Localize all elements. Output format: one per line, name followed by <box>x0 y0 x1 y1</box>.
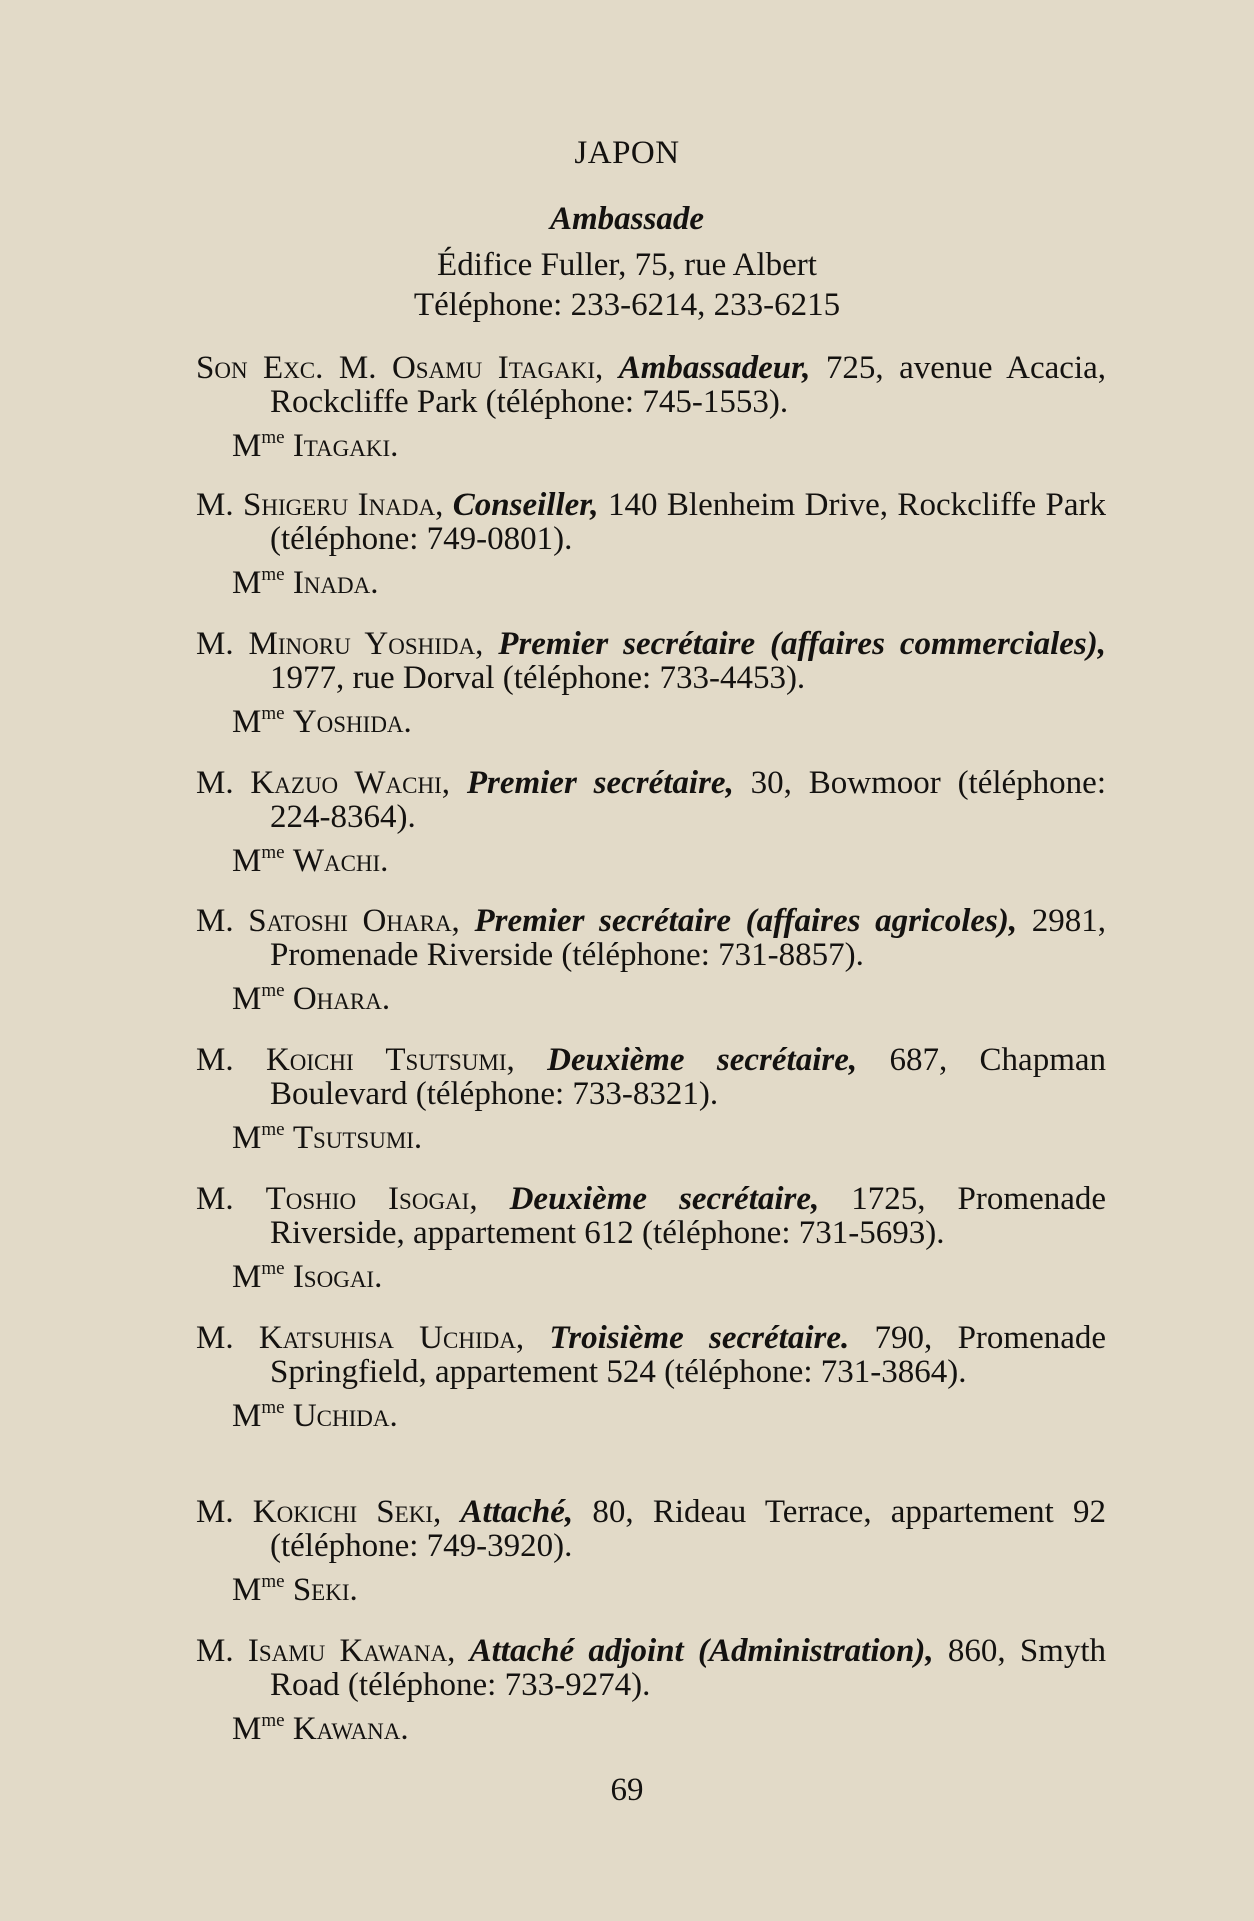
staff-details: 2981, Promenade Riverside (téléphone: 731-8857). <box>270 903 1107 973</box>
staff-details: 1977, rue Dorval (téléphone: 733-4453). <box>270 660 806 696</box>
spouse-prefix-sup: me <box>261 427 285 448</box>
staff-details: 725, avenue Acacia, Rockcliffe Park (téléphone: 745-1553). <box>270 350 1107 420</box>
spouse-name: Seki. <box>292 1572 358 1608</box>
staff-title: Premier secrétaire, <box>466 765 734 801</box>
staff-details: 790, Promenade Springfield, appartement 524 (téléphone: 731-3864). <box>270 1320 1107 1390</box>
spouse-prefix: M <box>232 565 262 601</box>
staff-entry <box>196 1634 1106 1746</box>
name-prefix: M. <box>196 626 234 662</box>
staff-entry <box>196 1182 1106 1294</box>
staff-name: Minoru Yoshida, <box>248 626 484 662</box>
staff-entry <box>196 1495 1106 1607</box>
spouse-line <box>232 1121 1106 1155</box>
staff-title: Deuxième secrétaire, <box>547 1042 858 1078</box>
spouse-name: Inada. <box>292 565 379 601</box>
spouse-name: Itagaki. <box>292 428 399 464</box>
spouse-prefix-sup: me <box>261 1710 285 1731</box>
spouse-line <box>232 982 1106 1016</box>
staff-member <box>196 1634 1106 1702</box>
spouse-name: Uchida. <box>292 1398 398 1434</box>
name-prefix: M. <box>196 1042 234 1078</box>
staff-name: Toshio Isogai, <box>265 1181 478 1217</box>
spouse-line <box>232 1260 1106 1294</box>
staff-title: Deuxième secrétaire, <box>509 1181 820 1217</box>
page-number: 69 <box>610 1772 644 1808</box>
staff-details: 140 Blenheim Drive, Rockcliffe Park (téléphone: 749-0801). <box>270 487 1107 557</box>
spouse-name: Tsutsumi. <box>292 1120 423 1156</box>
staff-title: Attaché adjoint (Administration), <box>469 1633 934 1669</box>
staff-entry <box>196 1043 1106 1155</box>
section-heading: Ambassade <box>549 201 704 237</box>
spouse-prefix-sup: me <box>261 842 285 863</box>
spouse-prefix: M <box>232 1120 262 1156</box>
spouse-line <box>232 1573 1106 1607</box>
spouse-prefix: M <box>232 704 262 740</box>
staff-member <box>196 904 1106 972</box>
staff-title: Premier secrétaire (affaires commerciales), <box>498 626 1107 662</box>
staff-entry <box>196 627 1106 739</box>
name-prefix: Son Exc. M. <box>196 350 377 386</box>
staff-name: Osamu Itagaki, <box>391 350 604 386</box>
staff-name: Kokichi Seki, <box>252 1494 442 1530</box>
staff-member <box>196 1321 1106 1389</box>
staff-details: 860, Smyth Road (téléphone: 733-9274). <box>270 1633 1107 1703</box>
spouse-line <box>232 1399 1106 1433</box>
staff-name: Katsuhisa Uchida, <box>258 1320 525 1356</box>
staff-entry <box>196 1321 1106 1433</box>
staff-member <box>196 1182 1106 1250</box>
spouse-prefix-sup: me <box>261 1258 285 1279</box>
staff-member <box>196 627 1106 695</box>
staff-entry <box>196 488 1106 600</box>
name-prefix: M. <box>196 1494 234 1530</box>
spouse-name: Ohara. <box>292 981 391 1017</box>
spouse-prefix-sup: me <box>261 564 285 585</box>
spouse-prefix: M <box>232 981 262 1017</box>
spouse-name: Yoshida. <box>292 704 412 740</box>
staff-member <box>196 766 1106 834</box>
embassy-phone: Téléphone: 233-6214, 233-6215 <box>413 287 841 323</box>
name-prefix: M. <box>196 765 234 801</box>
embassy-address: Édifice Fuller, 75, rue Albert <box>437 247 817 283</box>
staff-details: 80, Rideau Terrace, appartement 92 (téléphone: 749-3920). <box>270 1494 1107 1564</box>
spouse-prefix: M <box>232 1398 262 1434</box>
staff-entry <box>196 351 1106 463</box>
spouse-prefix-sup: me <box>261 980 285 1001</box>
staff-entry <box>196 766 1106 878</box>
staff-title: Troisième secrétaire. <box>549 1320 850 1356</box>
name-prefix: M. <box>196 487 234 523</box>
spouse-line <box>232 429 1106 463</box>
spouse-name: Isogai. <box>292 1259 383 1295</box>
staff-member <box>196 1043 1106 1111</box>
spouse-line <box>232 566 1106 600</box>
spouse-line <box>232 1712 1106 1746</box>
staff-name: Shigeru Inada, <box>243 487 444 523</box>
name-prefix: M. <box>196 1181 234 1217</box>
staff-entry <box>196 904 1106 1016</box>
spouse-prefix: M <box>232 428 262 464</box>
staff-title: Attaché, <box>460 1494 574 1530</box>
staff-name: Isamu Kawana, <box>247 1633 456 1669</box>
spouse-line <box>232 844 1106 878</box>
name-prefix: M. <box>196 1633 234 1669</box>
spouse-prefix: M <box>232 843 262 879</box>
spouse-prefix-sup: me <box>261 1397 285 1418</box>
staff-name: Kazuo Wachi, <box>250 765 450 801</box>
spouse-prefix-sup: me <box>261 703 285 724</box>
staff-title: Premier secrétaire (affaires agricoles), <box>474 903 1018 939</box>
spouse-line <box>232 705 1106 739</box>
spouse-prefix-sup: me <box>261 1119 285 1140</box>
staff-details: 30, Bowmoor (téléphone: 224-8364). <box>270 765 1106 835</box>
staff-title: Conseiller, <box>452 487 599 523</box>
staff-member <box>196 351 1106 419</box>
country-heading: JAPON <box>574 135 680 171</box>
staff-details: 1725, Promenade Riverside, appartement 612 (téléphone: 731-5693). <box>270 1181 1107 1251</box>
staff-title: Ambassadeur, <box>618 350 811 386</box>
name-prefix: M. <box>196 1320 234 1356</box>
staff-member <box>196 1495 1106 1563</box>
staff-name: Koichi Tsutsumi, <box>265 1042 515 1078</box>
spouse-name: Wachi. <box>292 843 389 879</box>
staff-name: Satoshi Ohara, <box>248 903 460 939</box>
spouse-prefix: M <box>232 1711 262 1747</box>
staff-details: 687, Chapman Boulevard (téléphone: 733-8321). <box>270 1042 1107 1112</box>
staff-member <box>196 488 1106 556</box>
spouse-prefix: M <box>232 1572 262 1608</box>
spouse-prefix: M <box>232 1259 262 1295</box>
spouse-name: Kawana. <box>292 1711 409 1747</box>
spouse-prefix-sup: me <box>261 1571 285 1592</box>
name-prefix: M. <box>196 903 234 939</box>
